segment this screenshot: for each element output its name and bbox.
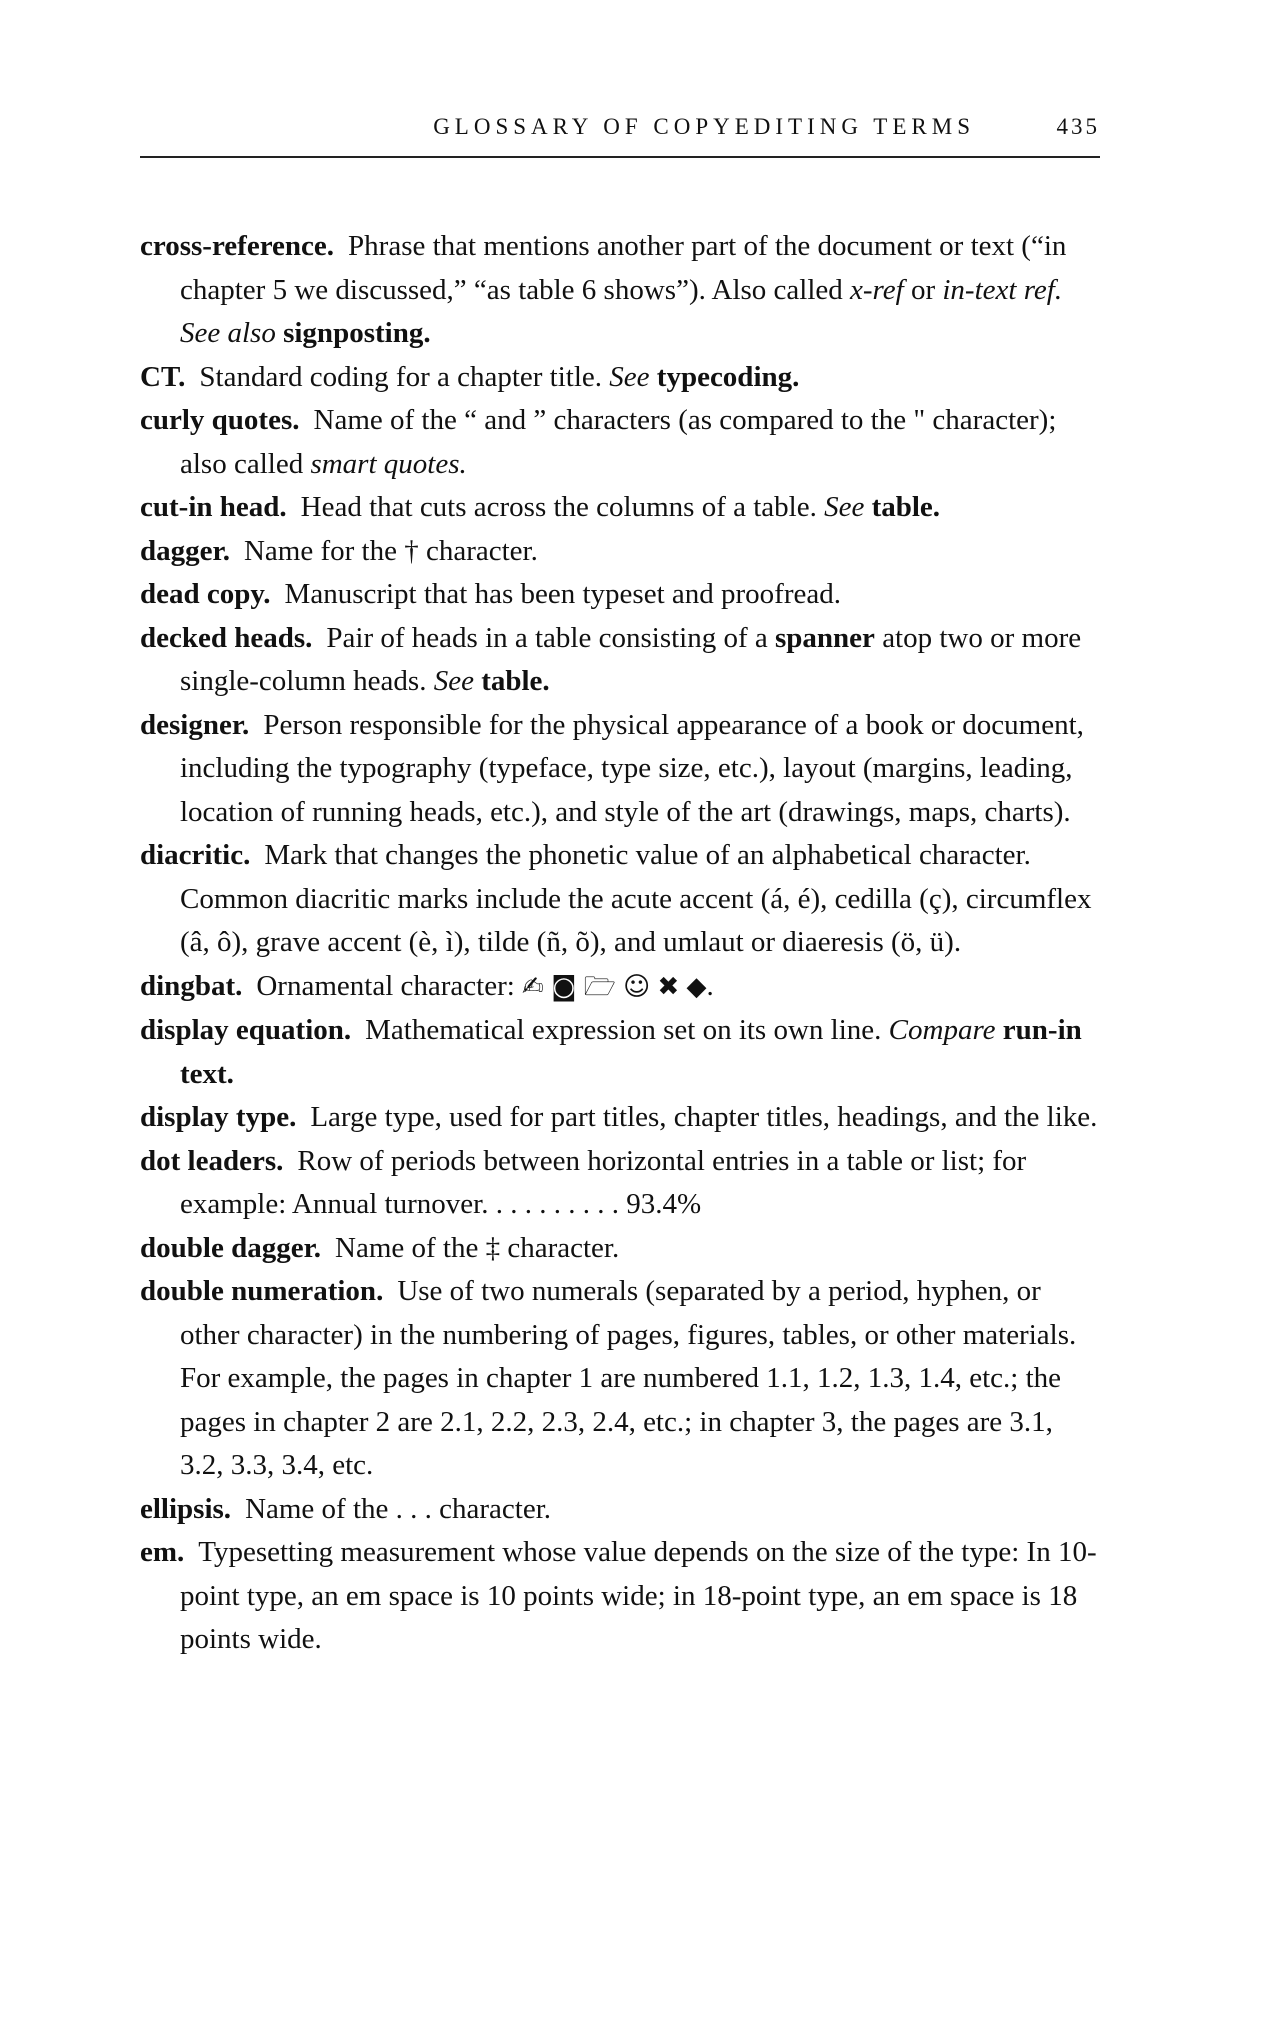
- glossary-entry: [140, 225, 1100, 356]
- glossary-term: curly quotes.: [140, 404, 300, 436]
- glossary-term: designer.: [140, 708, 250, 741]
- cross-reference-term: typecoding.: [656, 360, 800, 393]
- definition-text: Mark that changes the phonetic value of an alphabetical character. Common diacritic marks include the acute accent (á, é), cedilla (ç), circumflex (â, ô), grave accent (è, ì), tilde (ñ, õ), and umlaut or diaeresis (ö, ü).: [180, 839, 1092, 958]
- glossary-definition: [180, 1536, 1097, 1655]
- glossary-entry: [140, 1096, 1100, 1140]
- definition-text: Phrase that mentions another part of the document or text (“in chapter 5 we discussed,” “as table 6 shows”). Also called: [180, 230, 1067, 306]
- glossary-term: em.: [140, 1536, 185, 1568]
- running-head-title: GLOSSARY OF COPYEDITING TERMS: [433, 114, 975, 139]
- cross-reference-term: signposting.: [283, 317, 431, 349]
- definition-text: Large type, used for part titles, chapter titles, headings, and the like.: [310, 1101, 1098, 1133]
- glossary-list: [140, 225, 1100, 1662]
- glossary-term: cross-reference.: [140, 230, 335, 262]
- definition-text: Name of the “ and ” characters (as compared to the " character); also called: [180, 404, 1057, 480]
- definition-text: .: [706, 969, 714, 1002]
- glossary-definition: [335, 1232, 619, 1264]
- glossary-term: dot leaders.: [140, 1144, 284, 1177]
- glossary-definition: [180, 839, 1091, 958]
- definition-text: Row of periods between horizontal entries in a table or list; for example: Annual turnover. . . . . . . . . . 93.4%: [180, 1144, 1027, 1220]
- definition-text: atop two or more single-column heads.: [180, 621, 1082, 697]
- glossary-entry: [140, 704, 1100, 835]
- glossary-definition: [199, 361, 799, 393]
- definition-text: Person responsible for the physical appearance of a book or document, including the typography (typeface, type size, etc.), layout (margins, leading, location of running heads, etc.), and style of the art (drawings, maps, charts).: [180, 708, 1084, 828]
- cross-reference-term: run-in text.: [180, 1014, 1082, 1090]
- glossary-term: diacritic.: [140, 839, 251, 871]
- definition-text: [276, 317, 283, 349]
- glossary-term: dead copy.: [140, 578, 271, 610]
- glossary-definition: [180, 709, 1084, 828]
- italic-text: See: [824, 491, 865, 523]
- glossary-entry: [140, 1270, 1100, 1488]
- glossary-term: dagger.: [140, 534, 230, 567]
- glossary-entry: [140, 1488, 1100, 1532]
- running-head: [140, 108, 1100, 158]
- definition-text: Use of two numerals (separated by a period, hyphen, or other character) in the numbering of pages, figures, tables, or other materials. For example, the pages in chapter 1 are numbered 1.1, 1.2, 1.3, 1.4, etc.; the pages in chapter 2 are 2.1, 2.2, 2.3, 2.4, etc.; in chapter 3, the pages are 3.1, 3.2, 3.3, 3.4, etc.: [180, 1275, 1077, 1481]
- glossary-definition: [285, 578, 841, 610]
- definition-text: Pair of heads in a table consisting of a: [326, 621, 776, 654]
- glossary-term: display type.: [140, 1101, 297, 1133]
- italic-text: smart quotes.: [310, 447, 467, 480]
- definition-text: Typesetting measurement whose value depends on the size of the type: In 10-point type, an em space is 10 points wide; in 18-point type, an em space is 18 points wide.: [180, 1536, 1097, 1655]
- glossary-definition: [180, 404, 1056, 480]
- glossary-definition: [245, 1493, 551, 1525]
- definition-text: Manuscript that has been typeset and proofread.: [284, 578, 841, 610]
- cross-reference-term: table.: [481, 665, 550, 697]
- italic-text: in-text ref.: [942, 273, 1063, 306]
- italic-text: See also: [180, 317, 276, 349]
- glossary-entry: [140, 486, 1100, 530]
- definition-text: [996, 1014, 1003, 1046]
- glossary-entry: [140, 617, 1100, 704]
- glossary-entry: [140, 965, 1100, 1010]
- glossary-term: dingbat.: [140, 969, 243, 1002]
- definition-text: Name of the ‡ character.: [335, 1231, 620, 1264]
- glossary-entry: [140, 834, 1100, 965]
- glossary-definition: [256, 970, 713, 1002]
- definition-text: [864, 491, 871, 523]
- glossary-entry: [140, 1009, 1100, 1096]
- glossary-term: CT.: [140, 360, 186, 393]
- definition-text: Head that cuts across the columns of a table.: [300, 491, 825, 523]
- definition-text: Ornamental character:: [256, 969, 523, 1002]
- glossary-entry: [140, 1140, 1100, 1227]
- glossary-term: ellipsis.: [140, 1492, 232, 1525]
- glossary-term: double numeration.: [140, 1275, 384, 1307]
- page-number: 435: [1056, 114, 1100, 139]
- glossary-entry: [140, 530, 1100, 574]
- dingbat-icons: ✍ ◙ 🗁 ☺ ✖ ◆: [522, 971, 707, 1002]
- italic-text: Compare: [888, 1014, 996, 1046]
- glossary-definition: [301, 491, 940, 523]
- italic-text: x-ref: [850, 273, 904, 306]
- glossary-entry: [140, 356, 1100, 400]
- italic-text: See: [609, 360, 650, 393]
- glossary-definition: [180, 622, 1081, 698]
- definition-text: Name for the † character.: [243, 534, 538, 567]
- glossary-entry: [140, 1227, 1100, 1271]
- glossary-term: cut-in head.: [140, 491, 287, 523]
- glossary-term: display equation.: [140, 1014, 352, 1046]
- italic-text: See: [433, 665, 474, 697]
- glossary-term: double dagger.: [140, 1231, 322, 1264]
- glossary-definition: [244, 535, 538, 567]
- glossary-term: decked heads.: [140, 621, 313, 654]
- glossary-entry: [140, 399, 1100, 486]
- cross-reference-term: spanner: [775, 621, 875, 654]
- definition-text: Mathematical expression set on its own line.: [365, 1014, 889, 1046]
- glossary-definition: [310, 1101, 1097, 1133]
- glossary-entry: [140, 573, 1100, 617]
- definition-text: Name of the . . . character.: [245, 1492, 552, 1525]
- glossary-entry: [140, 1531, 1100, 1662]
- definition-text: Standard coding for a chapter title.: [199, 360, 610, 393]
- definition-text: [650, 361, 657, 393]
- cross-reference-term: table.: [871, 491, 941, 523]
- definition-text: or: [903, 273, 943, 306]
- glossary-definition: [180, 1145, 1026, 1221]
